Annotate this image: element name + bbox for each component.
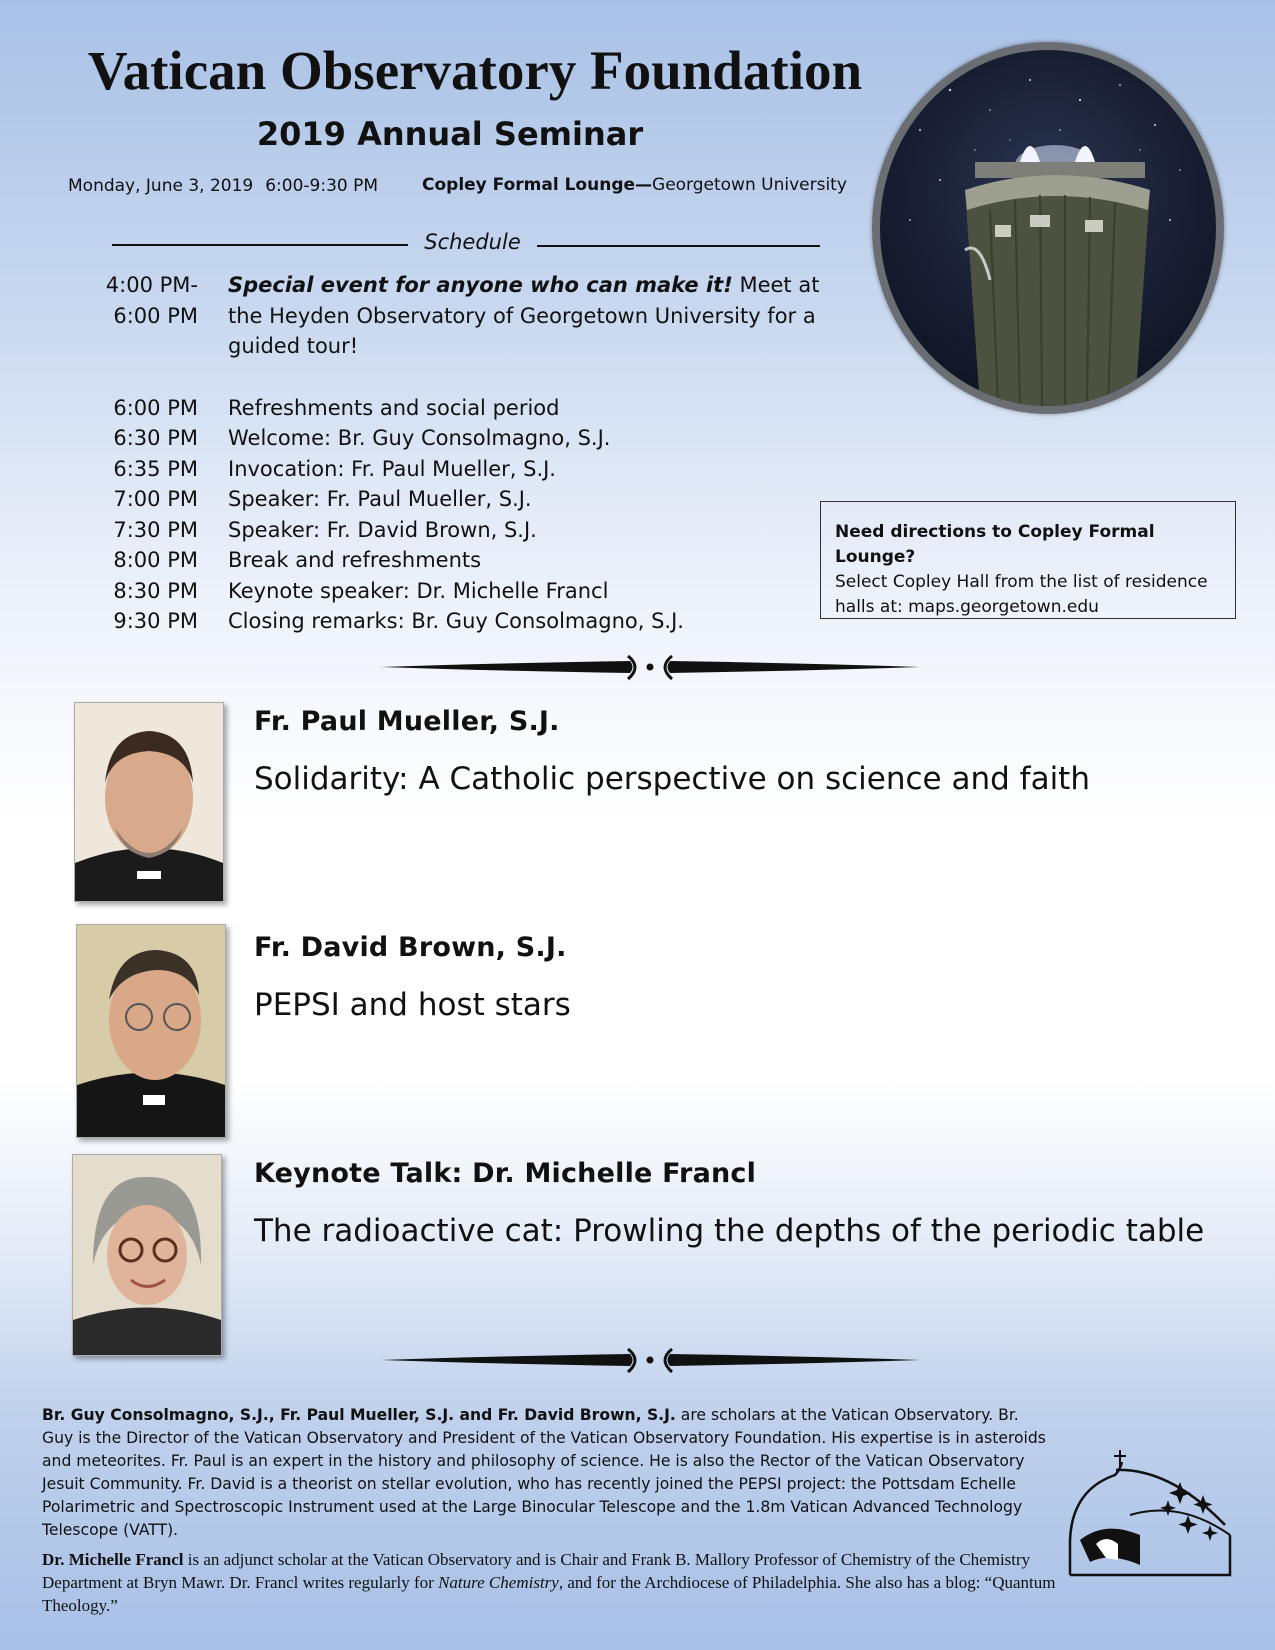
schedule-row	[90, 545, 850, 576]
special-event-emphasis: Special event for anyone who can make it!	[228, 273, 733, 297]
schedule-row	[90, 423, 850, 454]
seminar-subtitle: 2019 Annual Seminar	[256, 115, 644, 153]
venue-university: Georgetown University	[652, 175, 847, 195]
special-event-desc	[228, 270, 850, 362]
speaker-talk-title: Solidarity: A Catholic perspective on science and faith	[254, 761, 1090, 797]
special-time-start: 4:00 PM-	[105, 273, 198, 297]
schedule-desc: Closing remarks: Br. Guy Consolmagno, S.J.	[228, 609, 684, 633]
portrait-icon	[73, 1155, 221, 1355]
schedule-row	[90, 393, 850, 424]
portrait-icon	[77, 925, 225, 1137]
schedule-special-event	[90, 270, 850, 362]
speaker-name: Fr. David Brown, S.J.	[254, 932, 567, 963]
schedule-list	[90, 270, 850, 637]
schedule-time: 6:00 PM	[113, 395, 198, 420]
speaker-photo-brown	[76, 924, 226, 1138]
schedule-desc: Speaker: Fr. Paul Mueller, S.J.	[228, 487, 532, 511]
special-time-end: 6:00 PM	[113, 303, 198, 328]
scholars-bio-names: Br. Guy Consolmagno, S.J., Fr. Paul Mueller, S.J. and Fr. David Brown, S.J.	[42, 1406, 676, 1424]
observatory-dome-icon	[880, 50, 1216, 406]
event-date: Monday, June 3, 2019	[68, 176, 254, 196]
schedule-desc: Invocation: Fr. Paul Mueller, S.J.	[228, 456, 556, 481]
schedule-row	[90, 606, 850, 637]
page-title: Vatican Observatory Foundation	[87, 40, 863, 101]
scholars-bio-text: are scholars at the Vatican Observatory. Br. Guy is the Director of the Vatican Observatory and President of the Vatican Observatory Foundation. His expertise is in asteroids and meteorites. Fr. Paul is an expert in the history and philosophy of science. He is also the Rector of the Vatican Observatory Jesuit Community. Fr. David is a theorist on stellar evolution, who has recently joined the PEPSI project: the Pottsdam Echelle Polarimetric and Spectroscopic Instrument used at the Large Binocular Telescope and the 1.8m Vatican Advanced Technology Telescope (VATT).	[42, 1406, 1046, 1539]
speaker-talk-title: The radioactive cat: Prowling the depths of the periodic table	[254, 1213, 1205, 1249]
schedule-desc: Break and refreshments	[228, 548, 482, 572]
schedule-desc: Speaker: Fr. David Brown, S.J.	[228, 517, 537, 542]
schedule-row	[90, 484, 850, 515]
francl-bio-name: Dr. Michelle Francl	[42, 1550, 184, 1569]
schedule-row	[90, 515, 850, 546]
event-time: 6:00-9:30 PM	[265, 176, 379, 196]
schedule-row	[90, 454, 850, 485]
speaker-name: Fr. Paul Mueller, S.J.	[254, 706, 560, 737]
francl-bio-journal: Nature Chemistry	[438, 1573, 559, 1592]
event-date-time	[68, 176, 390, 196]
francl-bio-text-a: is an adjunct scholar at the Vatican Observatory and is Chair and Frank B. Mallory Professor of Chemistry of the Chemistry Department at Bryn Mawr. Dr. Francl writes regularly for	[42, 1550, 1031, 1592]
directions-text: Select Copley Hall from the list of residence halls at: maps.georgetown.edu	[835, 572, 1208, 617]
schedule-desc: Keynote speaker: Dr. Michelle Francl	[228, 578, 609, 603]
portrait-icon	[75, 703, 223, 901]
speaker-talk-title: PEPSI and host stars	[254, 987, 571, 1023]
schedule-rule-left	[112, 244, 408, 246]
schedule-time: 7:30 PM	[113, 517, 198, 542]
francl-bio	[42, 1548, 1062, 1617]
schedule-heading: Schedule	[424, 230, 521, 254]
schedule-time: 6:35 PM	[113, 456, 198, 481]
special-event-text: Meet at the Heyden Observatory of Georgetown University for a guided tour!	[228, 273, 820, 358]
directions-heading: Need directions to Copley Formal Lounge?	[835, 522, 1155, 567]
scroll-divider-ornament-icon	[380, 652, 920, 682]
vatican-observatory-logo-icon	[1060, 1440, 1240, 1580]
scholars-bio	[42, 1404, 1052, 1542]
speaker-photo-francl	[72, 1154, 222, 1356]
schedule-time: 8:00 PM	[113, 548, 198, 572]
scroll-divider-ornament-icon	[380, 1345, 920, 1375]
schedule-time: 8:30 PM	[113, 578, 198, 603]
event-venue	[422, 175, 847, 195]
directions-box	[820, 501, 1236, 619]
venue-name: Copley Formal Lounge—	[422, 175, 653, 195]
schedule-time: 6:30 PM	[113, 426, 198, 450]
special-event-time	[90, 270, 228, 362]
schedule-time: 9:30 PM	[113, 609, 198, 633]
francl-bio-text-b: , and for the Archdiocese of Philadelphia. She also has a blog: “Quantum Theology.”	[42, 1573, 1056, 1615]
speaker-name: Keynote Talk: Dr. Michelle Francl	[254, 1158, 757, 1189]
schedule-time: 7:00 PM	[113, 487, 198, 511]
schedule-rule-right	[537, 245, 820, 247]
schedule-desc: Refreshments and social period	[228, 395, 560, 420]
speaker-photo-mueller	[74, 702, 224, 902]
schedule-row	[90, 576, 850, 607]
schedule-desc: Welcome: Br. Guy Consolmagno, S.J.	[228, 426, 611, 450]
observatory-dome-photo	[872, 42, 1224, 414]
